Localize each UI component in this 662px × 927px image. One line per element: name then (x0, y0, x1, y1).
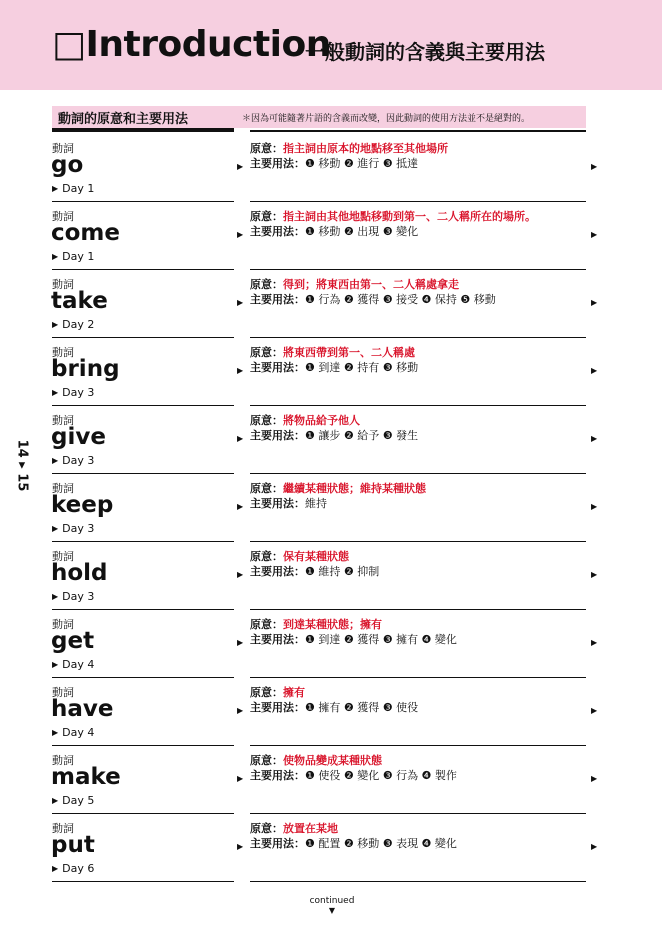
header-subtitle: 一般動詞的含義與主要用法 (305, 40, 545, 64)
usage-text: ❶ 移動 ❷ 進行 ❸ 抵達 (305, 157, 419, 170)
triangle-right-icon: ▶ (52, 524, 59, 533)
part-of-speech: 動詞 (52, 618, 74, 631)
continued-arrow-icon: ▼ (328, 906, 336, 915)
triangle-right-icon: ▶ (237, 434, 244, 443)
divider (52, 881, 234, 882)
verb-word: get (51, 628, 95, 654)
day-reference (52, 522, 94, 535)
triangle-right-icon: ▶ (237, 502, 244, 511)
usage-text: ❶ 到達 ❷ 獲得 ❸ 擁有 ❹ 變化 (305, 633, 457, 646)
meaning-text: 繼續某種狀態；維持某種狀態 (283, 482, 426, 495)
usage-line (250, 835, 457, 851)
day-label: Day 3 (62, 522, 95, 535)
day-reference (52, 454, 94, 467)
triangle-right-icon: ▶ (591, 366, 598, 375)
verb-entry (0, 342, 662, 410)
meaning-line (250, 616, 382, 632)
meaning-label: 原意： (250, 618, 283, 631)
verb-entry (0, 410, 662, 478)
divider (52, 541, 234, 542)
triangle-right-icon: ▶ (237, 298, 244, 307)
triangle-right-icon: ▶ (591, 502, 598, 511)
day-label: Day 1 (62, 182, 95, 195)
usage-text: ❶ 移動 ❷ 出現 ❸ 變化 (305, 225, 419, 238)
usage-line (250, 291, 496, 307)
meaning-text: 擁有 (283, 686, 305, 699)
day-label: Day 5 (62, 794, 95, 807)
meaning-text: 保有某種狀態 (283, 550, 349, 563)
usage-text: 維持 (305, 497, 327, 510)
triangle-right-icon: ▶ (591, 230, 598, 239)
part-of-speech: 動詞 (52, 278, 74, 291)
meaning-text: 放置在某地 (283, 822, 338, 835)
divider (250, 405, 586, 406)
section-rule-left (52, 128, 234, 132)
divider (250, 541, 586, 542)
part-of-speech: 動詞 (52, 686, 74, 699)
section-rule-right (250, 130, 586, 132)
divider (250, 337, 586, 338)
divider (52, 201, 234, 202)
meaning-label: 原意： (250, 822, 283, 835)
usage-label: 主要用法： (250, 293, 305, 306)
triangle-right-icon: ▶ (237, 230, 244, 239)
part-of-speech: 動詞 (52, 754, 74, 767)
day-label: Day 3 (62, 590, 95, 603)
part-of-speech: 動詞 (52, 550, 74, 563)
day-reference (52, 182, 94, 195)
triangle-right-icon: ▶ (52, 728, 59, 737)
day-reference (52, 386, 94, 399)
day-label: Day 1 (62, 250, 95, 263)
page-header (0, 0, 662, 90)
divider (52, 473, 234, 474)
triangle-right-icon: ▶ (52, 456, 59, 465)
verb-word: take (51, 288, 108, 314)
divider (52, 813, 234, 814)
triangle-right-icon: ▶ (52, 864, 59, 873)
usage-line (250, 699, 418, 715)
divider (52, 405, 234, 406)
triangle-right-icon: ▶ (237, 162, 244, 171)
meaning-label: 原意： (250, 278, 283, 291)
header-title: □Introduction (52, 24, 331, 65)
meaning-text: 指主詞由原本的地點移至其他場所 (283, 142, 448, 155)
day-reference (52, 250, 94, 263)
verb-entry (0, 682, 662, 750)
usage-text: ❶ 維持 ❷ 抑制 (305, 565, 380, 578)
meaning-text: 指主詞由其他地點移動到第一、二人稱所在的場所。 (283, 210, 536, 223)
verb-word: give (51, 424, 106, 450)
verb-entry (0, 818, 662, 886)
meaning-text: 到達某種狀態；擁有 (283, 618, 382, 631)
meaning-line (250, 752, 382, 768)
usage-label: 主要用法： (250, 633, 305, 646)
section-band (52, 106, 586, 128)
usage-label: 主要用法： (250, 497, 305, 510)
meaning-text: 使物品變成某種狀態 (283, 754, 382, 767)
triangle-right-icon: ▶ (591, 774, 598, 783)
day-label: Day 2 (62, 318, 95, 331)
day-label: Day 4 (62, 726, 95, 739)
usage-label: 主要用法： (250, 565, 305, 578)
divider (52, 337, 234, 338)
triangle-right-icon: ▶ (52, 388, 59, 397)
divider (52, 745, 234, 746)
meaning-label: 原意： (250, 686, 283, 699)
usage-text: ❶ 使役 ❷ 變化 ❸ 行為 ❹ 製作 (305, 769, 457, 782)
day-reference (52, 794, 94, 807)
usage-line (250, 563, 379, 579)
meaning-text: 得到；將東西由第一、二人稱處拿走 (283, 278, 459, 291)
day-reference (52, 318, 94, 331)
triangle-right-icon: ▶ (237, 706, 244, 715)
part-of-speech: 動詞 (52, 414, 74, 427)
meaning-line (250, 480, 426, 496)
triangle-right-icon: ▶ (237, 366, 244, 375)
verb-entry (0, 614, 662, 682)
divider (52, 609, 234, 610)
verb-entry (0, 546, 662, 614)
usage-label: 主要用法： (250, 225, 305, 238)
day-label: Day 3 (62, 386, 95, 399)
usage-label: 主要用法： (250, 701, 305, 714)
usage-line (250, 631, 457, 647)
meaning-label: 原意： (250, 210, 283, 223)
day-reference (52, 726, 94, 739)
triangle-right-icon: ▶ (52, 796, 59, 805)
meaning-line (250, 548, 349, 564)
usage-line (250, 155, 418, 171)
verb-word: make (51, 764, 121, 790)
meaning-text: 將物品給予他人 (283, 414, 360, 427)
part-of-speech: 動詞 (52, 210, 74, 223)
meaning-line (250, 140, 448, 156)
triangle-right-icon: ▶ (52, 184, 59, 193)
day-reference (52, 862, 94, 875)
divider (52, 269, 234, 270)
usage-label: 主要用法： (250, 157, 305, 170)
day-reference (52, 590, 94, 603)
usage-label: 主要用法： (250, 361, 305, 374)
part-of-speech: 動詞 (52, 822, 74, 835)
usage-label: 主要用法： (250, 429, 305, 442)
day-label: Day 4 (62, 658, 95, 671)
usage-label: 主要用法： (250, 769, 305, 782)
triangle-right-icon: ▶ (237, 842, 244, 851)
triangle-right-icon: ▶ (591, 706, 598, 715)
day-label: Day 6 (62, 862, 95, 875)
triangle-right-icon: ▶ (591, 298, 598, 307)
usage-line (250, 495, 327, 511)
meaning-line (250, 344, 415, 360)
meaning-text: 將東西帶到第一、二人稱處 (283, 346, 415, 359)
triangle-right-icon: ▶ (237, 570, 244, 579)
meaning-line (250, 684, 305, 700)
part-of-speech: 動詞 (52, 482, 74, 495)
continued-label: continued (309, 896, 355, 906)
usage-text: ❶ 到達 ❷ 持有 ❸ 移動 (305, 361, 419, 374)
triangle-right-icon: ▶ (52, 320, 59, 329)
divider (52, 677, 234, 678)
meaning-label: 原意： (250, 346, 283, 359)
verb-entry (0, 138, 662, 206)
verb-entry (0, 274, 662, 342)
verb-word: come (51, 220, 120, 246)
triangle-right-icon: ▶ (591, 434, 598, 443)
verb-word: go (51, 152, 84, 178)
meaning-label: 原意： (250, 482, 283, 495)
triangle-right-icon: ▶ (591, 638, 598, 647)
usage-label: 主要用法： (250, 837, 305, 850)
meaning-line (250, 412, 360, 428)
meaning-label: 原意： (250, 754, 283, 767)
part-of-speech: 動詞 (52, 346, 74, 359)
divider (250, 881, 586, 882)
triangle-right-icon: ▶ (591, 162, 598, 171)
verb-entry (0, 750, 662, 818)
meaning-label: 原意： (250, 550, 283, 563)
triangle-right-icon: ▶ (237, 638, 244, 647)
triangle-right-icon: ▶ (52, 252, 59, 261)
day-label: Day 3 (62, 454, 95, 467)
usage-line (250, 427, 418, 443)
usage-text: ❶ 行為 ❷ 獲得 ❸ 接受 ❹ 保持 ❺ 移動 (305, 293, 496, 306)
section-title: 動詞的原意和主要用法 (58, 112, 189, 127)
section-note: ＊因為可能隨著片語的含義而改變，因此動詞的使用方法並不是絕對的。 (242, 114, 531, 124)
verb-word: bring (51, 356, 120, 382)
divider (250, 201, 586, 202)
meaning-line (250, 820, 338, 836)
divider (250, 609, 586, 610)
divider (250, 473, 586, 474)
divider (250, 677, 586, 678)
divider (250, 269, 586, 270)
triangle-right-icon: ▶ (237, 774, 244, 783)
verb-word: keep (51, 492, 114, 518)
meaning-line (250, 276, 459, 292)
usage-text: ❶ 擁有 ❷ 獲得 ❸ 使役 (305, 701, 419, 714)
verb-entry (0, 206, 662, 274)
triangle-right-icon: ▶ (52, 660, 59, 669)
page-number-text: 14 ▸ 15 (14, 439, 30, 492)
usage-text: ❶ 配置 ❷ 移動 ❸ 表現 ❹ 變化 (305, 837, 457, 850)
usage-line (250, 359, 418, 375)
verb-word: put (51, 832, 95, 858)
meaning-label: 原意： (250, 414, 283, 427)
usage-line (250, 223, 418, 239)
verb-entry (0, 478, 662, 546)
day-reference (52, 658, 94, 671)
meaning-line (250, 208, 536, 224)
usage-line (250, 767, 457, 783)
usage-text: ❶ 讓步 ❷ 給予 ❸ 發生 (305, 429, 419, 442)
divider (250, 745, 586, 746)
triangle-right-icon: ▶ (52, 592, 59, 601)
triangle-right-icon: ▶ (591, 842, 598, 851)
verb-word: have (51, 696, 114, 722)
divider (250, 813, 586, 814)
verb-word: hold (51, 560, 108, 586)
triangle-right-icon: ▶ (591, 570, 598, 579)
meaning-label: 原意： (250, 142, 283, 155)
part-of-speech: 動詞 (52, 142, 74, 155)
